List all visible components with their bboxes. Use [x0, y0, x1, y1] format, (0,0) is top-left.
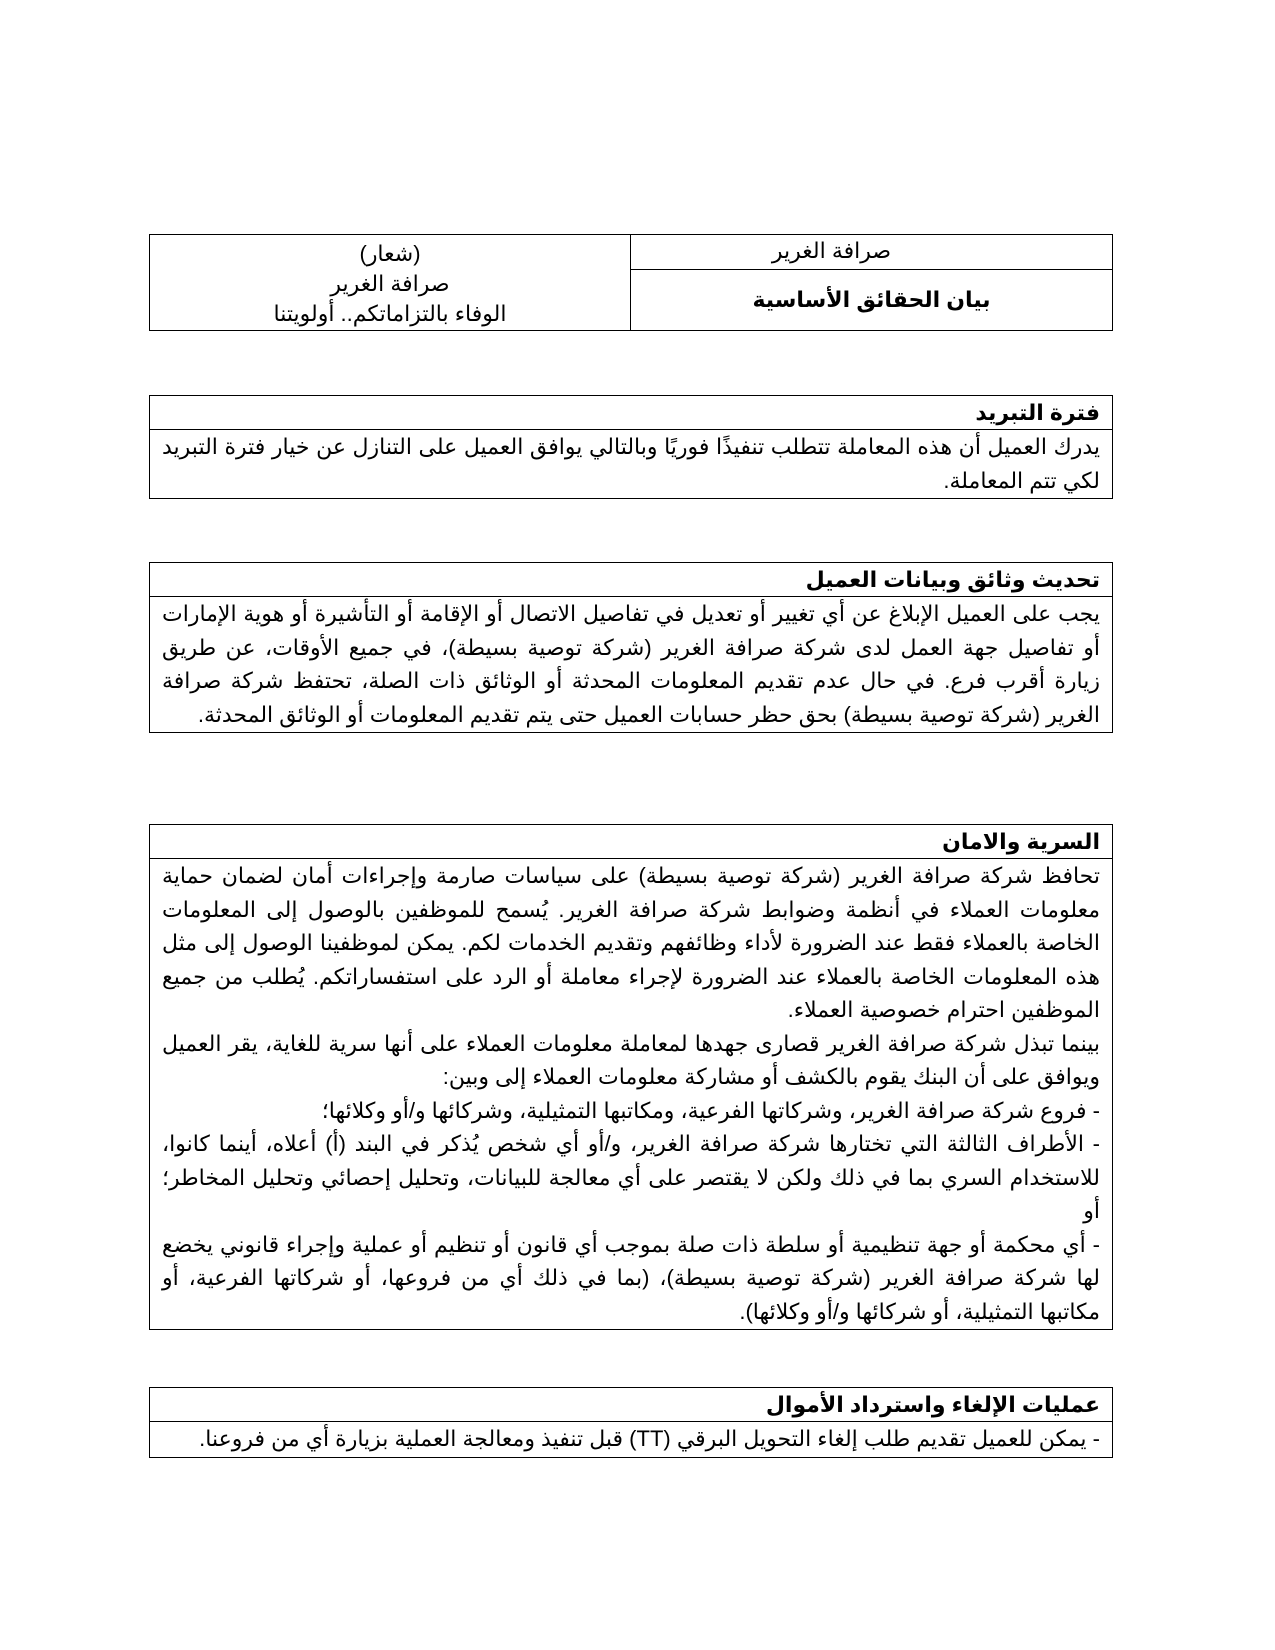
section-body: [150, 430, 1113, 499]
list-item: - الأطراف الثالثة التي تختارها شركة صرافة الغرير، و/أو أي شخص يُذكر في البند (أ) أعلاه، أينما كانوا، للاستخدام السري بما في ذلك ولكن لا يقتصر على أي معالجة للبيانات، وتحليل إحصائي وتحليل المخاطر؛ أو: [162, 1131, 1100, 1223]
logo-company-name: صرافة الغرير: [330, 270, 450, 296]
section-confidentiality: [149, 824, 1113, 1330]
section-body: [150, 597, 1113, 733]
list-item: - يمكن للعميل تقديم طلب إلغاء التحويل البرقي (TT) قبل تنفيذ ومعالجة العملية بزيارة أي من فروعنا.: [199, 1426, 1100, 1451]
section-paragraph: بينما تبذل شركة صرافة الغرير قصارى جهدها لمعاملة معلومات العملاء على أنها سرية للغاية، يقر العميل ويوافق على أن البنك يقوم بالكشف أو مشاركة معلومات العملاء إلى وبين:: [162, 1030, 1100, 1089]
section-body: [150, 1422, 1113, 1458]
logo-slogan: الوفاء بالتزاماتكم.. أولويتنا: [273, 300, 507, 326]
header-table: [149, 234, 1113, 331]
list-item: - فروع شركة صرافة الغرير، وشركاتها الفرعية، ومكاتبها التمثيلية، وشركائها و/أو وكلائها؛: [321, 1097, 1100, 1123]
document-title-cell: [631, 270, 1113, 331]
section-customer-documents: [149, 562, 1113, 733]
logo-block: [150, 235, 631, 331]
section-heading: فترة التبريد: [150, 396, 1113, 430]
section-paragraph: يجب على العميل الإبلاغ عن أي تغيير أو تعديل في تفاصيل الاتصال أو الإقامة أو التأشيرة أو هوية الإمارات أو تفاصيل جهة العمل لدى شركة صرافة الغرير (شركة توصية بسيطة)، في جميع الأوقات، عن طريق زيارة أقرب فرع. في حال عدم تقديم المعلومات المحدثة أو الوثائق ذات الصلة، تحتفظ شركة صرافة الغرير (شركة توصية بسيطة) بحق حظر حسابات العميل حتى يتم تقديم المعلومات أو الوثائق المحدثة.: [162, 601, 1100, 727]
company-name: صرافة الغرير: [771, 238, 892, 263]
section-heading: تحديث وثائق وبيانات العميل: [150, 563, 1113, 597]
section-paragraph: تحافظ شركة صرافة الغرير (شركة توصية بسيطة) على سياسات صارمة وإجراءات أمان لضمان حماية معلومات العملاء في أنظمة وضوابط شركة صرافة الغرير. يُسمح للموظفين بالوصول إلى المعلومات الخاصة بالعملاء فقط عند الضرورة لأداء وظائفهم وتقديم الخدمات لكم. يمكن لموظفينا الوصول إلى مثل هذه المعلومات الخاصة بالعملاء عند الضرورة لإجراء معاملة أو الرد على استفساراتكم. يُطلب من جميع الموظفين احترام خصوصية العملاء.: [162, 863, 1100, 1022]
section-cancellation-refunds: [149, 1387, 1113, 1458]
company-name-cell: [631, 235, 1113, 270]
document-title: بيان الحقائق الأساسية: [752, 287, 991, 312]
section-body: [150, 859, 1113, 1330]
section-paragraph: يدرك العميل أن هذه المعاملة تتطلب تنفيذًا فوريًا وبالتالي يوافق العميل على التنازل عن خيار فترة التبريد لكي تتم المعاملة.: [162, 434, 1100, 493]
logo-placeholder: (شعار): [359, 240, 421, 266]
section-heading: السرية والامان: [150, 825, 1113, 859]
list-item: - أي محكمة أو جهة تنظيمية أو سلطة ذات صلة بموجب أي قانون أو تنظيم أو عملية وإجراء قانوني يخضع لها شركة صرافة الغرير (شركة توصية بسيطة)، (بما في ذلك أي من فروعها، أو شركاتها الفرعية، أو مكاتبها التمثيلية، أو شركائها و/أو وكلائها).: [162, 1231, 1100, 1324]
section-cooling-off: [149, 395, 1113, 499]
section-heading: عمليات الإلغاء واسترداد الأموال: [150, 1388, 1113, 1422]
